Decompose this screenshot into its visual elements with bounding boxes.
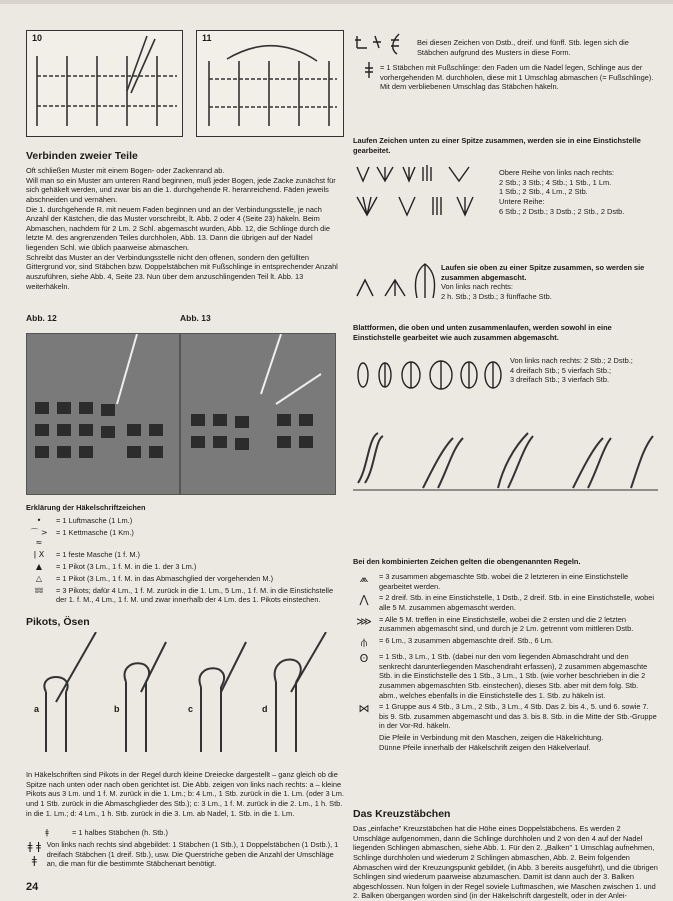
legend-item-text: = 1 Pikot (3 Lm., 1 f. M. in die 1. der 3 Lm.) <box>56 562 197 572</box>
combo-item-text: = 3 zusammen abgemaschte Stb. wobei die 2 letzteren in eine Einstichstelle gearbeitet werden. <box>379 572 629 591</box>
legend-item <box>26 586 344 605</box>
pikot-label-d: d <box>262 704 268 714</box>
cluster-stitch-icon <box>353 260 438 300</box>
figure-10-label: 10 <box>32 33 43 43</box>
combo-item-text: = 1 Stb., 3 Lm., 1 Stb. (dabei nur den vom liegenden Abmaschdraht und den senkrecht darunterliegenden Maschendraht erfassen), 2 zusammen abgemaschte Stb. in die Einstichstelle des 1 Stb., 3 Lm., 1 Stb. (wie vorher beschrieben in die 2 zusammen abgemaschten Stb. einstechen), dieses Stb. aber mit dem folg. Stb. abm., welches ebenfalls in die Einstichstelle des 1. Stb. zu häkeln ist. <box>379 652 648 700</box>
figure-10 <box>26 30 183 137</box>
abb12-photo <box>26 333 180 495</box>
join-paragraph: Oft schließen Muster mit einem Bogen- oder Zackenrand ab. <box>26 166 225 175</box>
legend-item-text: = 1 Kettmasche (1 Km.) <box>56 527 134 537</box>
foot-loop-text: = 1 Stäbchen mit Fußschlinge: den Faden um die Nadel legen, Schlinge aus der vorhergehenden M. durchholen, diese mit 1 Umschlag abmaschen (= Fußschlinge). Mit dem verbliebenen Umschlag das Stäbchen häkeln. <box>380 63 654 92</box>
spitze-symbols <box>353 163 493 223</box>
combo-title: Bei den kombinierten Zeichen gelten die obengenannten Regeln. <box>353 557 581 566</box>
combo-loop-icon: ʘ <box>359 652 369 666</box>
combo-item <box>353 615 658 634</box>
combo-item <box>353 572 658 591</box>
arrow-notes <box>353 733 658 752</box>
blatt-text <box>510 356 660 385</box>
legend-item <box>26 528 344 549</box>
join-paragraph: Die 1. durchgehende R. mit neuem Faden beginnen und an der Verbindungsstelle, je nach Anzahl der Kästchen, die das Muster vorschreibt, lt. Abb. 2 oder 4 (Seite 23) häkeln. Beim Abmaschen, nachdem für 2 Lm. 2 Schl. abgemascht wurden, Abb. 12, die Schlinge durch die letzte M. des angrenzenden Teiles durchholen, Abb. 13. Dann die übrigen auf der Nadel liegenden Schl. wie üblich paarweise abmaschen. <box>26 204 331 252</box>
abb12-label: Abb. 12 <box>26 313 57 323</box>
pikot-label-a: a <box>34 704 40 714</box>
combo-bridge-icon: ⫛ <box>360 635 368 649</box>
legend-item <box>26 562 344 572</box>
join-paragraph: Schreibt das Muster an der Verbindungsstelle nicht den offenen, sondern den gefüllten Gittergrund vor, sind Stäbchen bzw. Doppelstäbchen mit Fußschlinge in entsprechender Anzahl auszuführen, siehe Abb. 4, Seite 23. Nun über dem anzuschlingenden Teil lt. Abb. 13 weiterhäkeln. <box>26 252 338 291</box>
abb13-label: Abb. 13 <box>180 313 211 323</box>
combo-item-text: = 6 Lm., 3 zusammen abgemaschte dreif. Stb., 6 Lm. <box>379 635 553 645</box>
combo-item <box>353 652 658 700</box>
combo-shell-icon: ⋙ <box>356 614 372 628</box>
figure-11-label: 11 <box>202 33 212 43</box>
blatt-text-line: 3 dreifach Stb.; 3 vierfach Stb. <box>510 375 610 385</box>
join-section-title: Verbinden zweier Teile <box>26 150 138 162</box>
blatt-text-line: 4 dreifach Stb.; 5 vierfach Stb.; <box>510 365 612 375</box>
page-number: 24 <box>26 881 39 893</box>
half-double-crochet-icon: ǂ <box>45 828 49 837</box>
legend-item-text: = 3 Pikots; dafür 4 Lm., 1 f. M. zurück in die 1. Lm., 5 Lm., 1 f. M. in die Einstichstelle der 1. f. M., 4 Lm., 1 f. M. und zwar innerhalb der 4 Lm. des 1. Pikots einstechen. <box>56 585 334 605</box>
fan-stitch-icon <box>353 163 493 223</box>
stitch-form-text: Bei diesen Zeichen von Dstb., dreif. und fünff. Stb. legen sich die Stäbchen aufgrund des Musters in diese Form. <box>417 38 629 57</box>
oben-text-line: Von links nach rechts: <box>441 282 513 291</box>
blatt-title: Blattformen, die oben und unten zusammenlaufen, werden sowohl in eine Einstichstelle gearbeitet wie auch zusammen abgemascht. <box>353 323 612 342</box>
untere-reihe-line: Untere Reihe: <box>499 196 545 206</box>
oben-text-line: 2 h. Stb.; 3 Dstb.; 3 fünffache Stb. <box>441 291 552 301</box>
pikot-label-c: c <box>188 704 194 714</box>
abb12-crochet-photo <box>27 334 179 494</box>
triple-picot-icon: ʬʬ <box>34 585 44 595</box>
oben-symbols <box>353 260 438 300</box>
oben-title: Laufen sie oben zu einer Spitze zusammen, so werden sie zusammen abgemascht. <box>441 263 645 282</box>
single-crochet-icon: ǀ X <box>33 550 45 560</box>
spitze-title: Laufen Zeichen unten zu einer Spitze zusammen, werden sie in eine Einstichstelle gearbeitet. <box>353 136 641 155</box>
leaf-symbols <box>353 355 503 395</box>
combo-group-icon: ⋈ <box>358 702 370 716</box>
legend-item <box>26 516 344 526</box>
leaf-crochet-illustrations <box>353 428 658 498</box>
leaf-drawings <box>353 428 658 498</box>
legend-item-text: = 1 Luftmasche (1 Lm.) <box>56 516 133 525</box>
half-dc-text: = 1 halbes Stäbchen (h. Stb.) <box>72 828 168 837</box>
kreuz-text: Das „einfache" Kreuzstäbchen hat die Höhe eines Doppelstäbchens. Es werden 2 Umschläge aufgenommen, dann die Schlinge durchholen und 2 von den 4 auf der Nadel liegenden Schlingen abmaschen, siehe Abb. 1. Für den 2. „Balken" 1 Umschlag aufnehmen, Schlinge durchholen und wiederum 2 Schlingen abmaschen, Abb. 2. Beim folgenden Abmaschen wird der Kreuzungspunkt gebildet, (in Abb. 3 bereits ausgeführt), und die übrigen Schlingen sind wiederum paarweise abzumaschen. Damit ist dann auch der 3. Balken abgeschlossen. Nun folgen in der Regel soviele Luftmaschen, wie Maschen zwischen 1. und 2. Balken übergangen worden sind (in der Häkelschrift dargestellt, oder in der Anlei- <box>353 824 658 901</box>
pikot-section-text: In Häkelschriften sind Pikots in der Regel durch kleine Dreiecke dargestellt – ganz gleich ob die Spitze nach unten oder nach oben gerichtet ist. Die Abb. zeigen von links nach rechts: a – kleine Pikots aus 3 Lm. und 1 f. M. zurück in die 1. Lm.; b: 4 Lm., 1 Stb. zurück in die 1. Lm. (oder 3 Lm. und 1 Stb. zurück in die Abmaschglieder des Stb.); c: 3 Lm., 1 f. M. zurück in die 2. Lm., 1 h. Stb. in die 1. Lm.; d: 4 Lm., 1 h. Stb. zurück in die 3. Lm. ab Nadel, 1. Stb. in die 1. Lm. <box>26 770 344 818</box>
pikot-illustrations <box>26 632 344 762</box>
join-paragraph: Will man so ein Muster am unteren Rand beginnen, muß jeder Bogen, jede Zacke zunächst für sich gehäkelt werden, und zwar bis an die 1. durchgehende R. heranreichend. Fäden jeweils abschneiden und vernähen. <box>26 175 336 204</box>
top-edge <box>0 0 673 4</box>
stitch-heights-text: Von links nach rechts sind abgebildet: 1 Stäbchen (1 Stb.), 1 Doppelstäbchen (1 Dstb.), 1 dreifach Stäbchen (1 dreif. Stb.), usw. Die Querstriche geben die Anzahl der Umschläge an, die man für die bestimmte Stäbchenart benötigt. <box>46 840 339 869</box>
obere-reihe-line: 2 Stb.; 3 Stb.; 4 Stb.; 1 Stb., 1 Lm. <box>499 177 612 187</box>
untere-reihe-line: 6 Stb.; 2 Dstb.; 3 Dstb.; 2 Stb., 2 Dstb. <box>499 206 625 216</box>
treble-stitches-icon: ǂ ǂ ǂ <box>27 840 42 868</box>
half-dc-row <box>26 828 344 838</box>
obere-reihe-line: Obere Reihe von links nach rechts: <box>499 168 615 177</box>
kreuz-title: Das Kreuzstäbchen <box>353 808 451 820</box>
combo-item <box>353 702 658 731</box>
combo-item-text: = 2 dreif. Stb. in eine Einstichstelle, 1 Dstb., 2 dreif. Stb. in eine Einstichstelle, wobei alle 5 M. zusammen abgemascht werden. <box>379 593 655 612</box>
abb13-photo <box>180 333 336 495</box>
picot-filled-icon: ▲ <box>35 562 43 572</box>
legend-item <box>26 550 344 560</box>
chain-stitch-icon: • <box>36 516 42 525</box>
arrow-note-line: Die Pfeile in Verbindung mit den Maschen, zeigen die Häkelrichtung. <box>379 733 604 743</box>
legend-title: Erklärung der Häkelschriftzeichen <box>26 503 146 512</box>
legend-list <box>26 516 344 607</box>
blatt-text-line: Von links nach rechts: 2 Stb.; 2 Dstb.; <box>510 356 633 365</box>
figure-10-mesh-drawing <box>27 31 182 136</box>
arrow-note-line: Dünne Pfeile innerhalb der Häkelschrift zeigen den Häkelverlauf. <box>379 742 591 752</box>
picot-outline-icon: △ <box>35 573 43 583</box>
join-section-text <box>26 166 344 291</box>
combo-item-text: = Alle 5 M. treffen in eine Einstichstelle, wobei die 2 ersten und die 2 letzten zusammen abgemascht sind, und durch je 2 Lm. getrennt vom mittleren Dstb. <box>379 614 634 634</box>
pikot-drawings <box>26 632 344 762</box>
combo-item <box>353 593 658 612</box>
combo-item <box>353 636 658 650</box>
obere-reihe-text <box>499 168 659 216</box>
abb13-crochet-photo <box>181 334 335 494</box>
slip-stitch-icon: ⌒ > ≈ <box>30 527 48 548</box>
obere-reihe-line: 1 Stb.; 2 Stb., 4 Lm., 2 Stb. <box>499 187 588 197</box>
pikot-section-title: Pikots, Ösen <box>26 616 90 628</box>
stitch-heights-row <box>26 840 344 869</box>
combo-item-text: = 1 Gruppe aus 4 Stb., 3 Lm., 2 Stb., 3 Lm., 4 Stb. Das 2. bis 4., 5. und 6. sowie 7. bis 9. Stb. zusammen abgemascht und das 3. bis 8. Stb. in die Mitte der Stb.-Gruppe in der Vor-Rd. häkeln. <box>379 702 657 731</box>
combo-list <box>353 572 658 752</box>
figure-11-mesh-drawing <box>197 31 343 136</box>
figure-11 <box>196 30 344 137</box>
combo-cluster-icon: ⩕ <box>359 572 369 585</box>
legend-item-text: = 1 Pikot (3 Lm., 1 f. M. in das Abmaschglied der vorgehenden M.) <box>56 573 274 583</box>
oben-text <box>441 282 656 301</box>
legend-item-text: = 1 feste Masche (1 f. M.) <box>56 550 140 560</box>
pikot-label-b: b <box>114 704 120 714</box>
combo-fan-icon: ⋀ <box>359 593 369 607</box>
leaf-stitch-icon <box>353 355 503 395</box>
legend-item <box>26 574 344 584</box>
